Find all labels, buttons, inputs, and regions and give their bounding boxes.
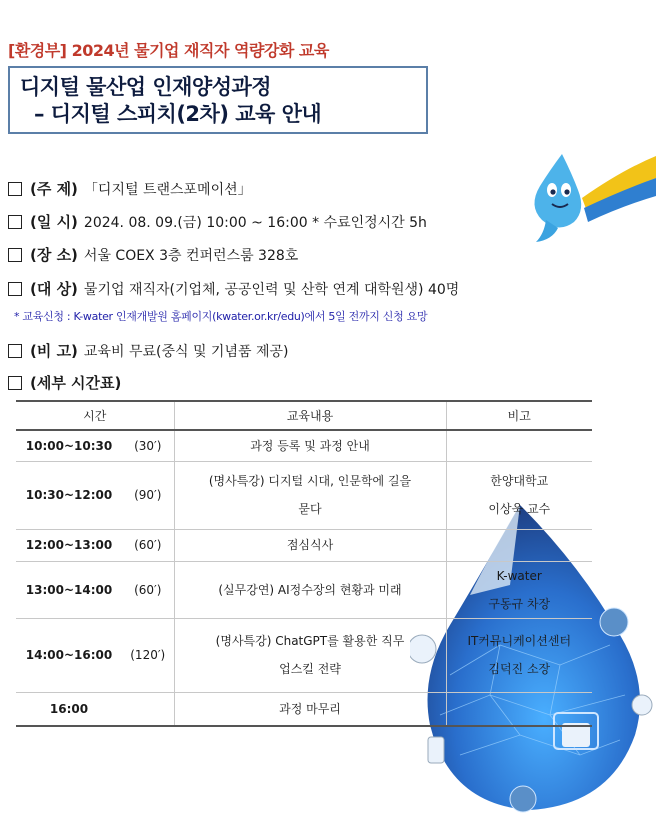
header-line: [환경부] 2024년 물기업 재직자 역량강화 교육: [8, 41, 329, 60]
table-row: 16:00 과정 마무리: [16, 692, 592, 726]
table-row: 10:30~12:00 (90′) (명사특강) 디지털 시대, 인문학에 길을 묻다 한양대학교 이상욱 교수: [16, 461, 592, 529]
water-drop-mascot-icon: [522, 150, 657, 250]
checkbox-icon: [8, 182, 22, 196]
table-row: 13:00~14:00 (60′) (실무강연) AI정수장의 현황과 미래 K-water 구동규 차장: [16, 561, 592, 618]
info-schedule-heading: (세부 시간표): [8, 372, 127, 393]
info-place: (장 소) 서울 COEX 3층 컨퍼런스룸 328호: [8, 244, 298, 265]
column-header-note: 비고: [446, 401, 592, 430]
info-target: (대 상) 물기업 재직자(기업체, 공공인력 및 산학 연계 대학원생) 40명: [8, 278, 459, 299]
table-header-row: [16, 401, 592, 430]
checkbox-icon: [8, 376, 22, 390]
info-remarks: (비 고) 교육비 무료(중식 및 기념품 제공): [8, 340, 288, 361]
checkbox-icon: [8, 215, 22, 229]
column-header-time: 시간: [16, 401, 174, 430]
checkbox-icon: [8, 248, 22, 262]
column-header-content: 교육내용: [174, 401, 446, 430]
table-row: 14:00~16:00 (120′) (명사특강) ChatGPT를 활용한 직무 업스킬 전략 IT커뮤니케이션센터 김덕진 소장: [16, 618, 592, 692]
info-datetime: (일 시) 2024. 08. 09.(금) 10:00 ~ 16:00 * 수료인정시간 5h: [8, 211, 427, 232]
schedule-table: [16, 400, 592, 727]
checkbox-icon: [8, 344, 22, 358]
info-topic: (주 제) 「디지털 트랜스포메이션」: [8, 178, 252, 199]
title-line-1: 디지털 물산업 인재양성과정: [20, 75, 272, 99]
table-row: 10:00~10:30 (30′) 과정 등록 및 과정 안내: [16, 430, 592, 461]
title-line-2: – 디지털 스피치(2차) 교육 안내: [34, 102, 322, 126]
checkbox-icon: [8, 282, 22, 296]
title-box: [8, 66, 428, 134]
application-note: * 교육신청 : K-water 인재개발원 홈페이지(kwater.or.kr/edu)에서 5일 전까지 신청 요망: [14, 310, 428, 323]
table-row: 12:00~13:00 (60′) 점심식사: [16, 529, 592, 561]
